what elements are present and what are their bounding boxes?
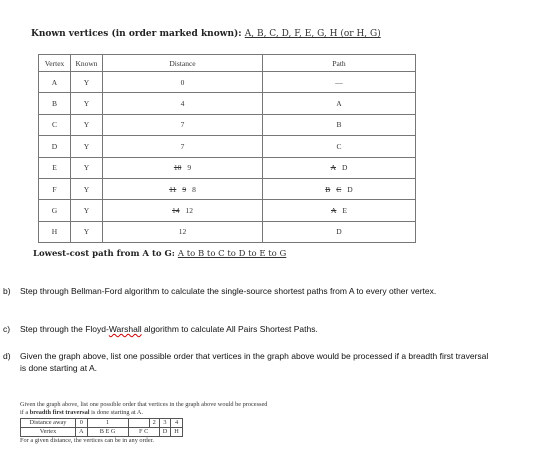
cell-vertex: [39, 114, 71, 135]
question-b-label: b): [3, 286, 11, 296]
bfs-cell: 0: [76, 419, 88, 428]
bfs-cell: D: [159, 428, 171, 437]
distance-value: 4: [180, 99, 185, 109]
known-value: Y: [83, 120, 90, 130]
bfs-cell: 4: [171, 419, 183, 428]
distance-value: 7: [180, 141, 185, 151]
question-c-label: c): [3, 324, 11, 334]
lowest-cost-path-line: [33, 249, 286, 259]
distance-old: 11: [169, 184, 177, 194]
table-row: [39, 136, 416, 157]
path-value: D: [347, 184, 353, 194]
known-vertices-line: [31, 29, 381, 39]
bfs-row-distance: [21, 419, 183, 428]
bfs-cell: 1: [87, 419, 128, 428]
cell-path: [263, 93, 416, 114]
vertex-value: E: [52, 163, 57, 173]
question-c: [3, 323, 490, 335]
path-value: D: [342, 163, 348, 173]
table-row: [39, 157, 416, 178]
cell-path: [263, 114, 416, 135]
distance-value: 12: [178, 227, 187, 237]
known-vertices-value: A, B, C, D, F, E, G, H (or H, G): [244, 29, 381, 39]
cell-known: [71, 178, 103, 199]
known-value: Y: [83, 163, 90, 173]
question-d: [3, 350, 490, 374]
cell-vertex: [39, 136, 71, 157]
cell-known: [71, 72, 103, 93]
cell-path: [263, 157, 416, 178]
question-c-text-after: algorithm to calculate All Pairs Shortest Paths.: [141, 324, 318, 334]
cell-distance: [103, 178, 263, 199]
bfs-row-vertex: [21, 428, 183, 437]
cell-path: [263, 72, 416, 93]
vertex-value: G: [51, 206, 58, 216]
cell-vertex: [39, 157, 71, 178]
path-value: B: [336, 120, 342, 130]
bfs-cell: Distance away: [21, 419, 76, 428]
distance-old: 10: [173, 163, 182, 173]
header-distance: Distance: [103, 55, 263, 72]
cell-path: [263, 221, 416, 242]
distance-old: 14: [172, 206, 180, 216]
bfs-cell: F C: [128, 428, 159, 437]
distance-value: 0: [180, 77, 185, 87]
question-b: [3, 285, 490, 297]
cell-vertex: [39, 200, 71, 221]
bfs-cell: B E G: [87, 428, 128, 437]
known-vertices-label: Known vertices (in order marked known):: [31, 29, 242, 39]
question-d-label: d): [3, 351, 11, 361]
cell-path: [263, 178, 416, 199]
cell-distance: [103, 221, 263, 242]
question-b-text: Step through Bellman-Ford algorithm to calculate the single-source shortest paths from A to every other vertex.: [20, 286, 437, 296]
distance-value: 8: [192, 184, 196, 194]
cell-distance: [103, 157, 263, 178]
path-old: B: [325, 184, 331, 194]
lowest-cost-label: Lowest-cost path from A to G:: [33, 249, 175, 259]
table-row: [39, 200, 416, 221]
cell-distance: [103, 136, 263, 157]
path-value: D: [336, 227, 342, 237]
path-value: —: [335, 77, 343, 87]
path-value: A: [336, 99, 342, 109]
known-value: Y: [83, 206, 90, 216]
known-value: Y: [83, 227, 90, 237]
cell-vertex: [39, 221, 71, 242]
cell-distance: [103, 93, 263, 114]
table-row: [39, 114, 416, 135]
vertex-value: A: [51, 77, 58, 87]
bfs-line2-a: if a: [20, 409, 30, 416]
bfs-cell: Vertex: [21, 428, 76, 437]
cell-known: [71, 136, 103, 157]
vertex-value: F: [52, 184, 57, 194]
path-old: A: [330, 206, 337, 216]
distance-value: 9: [187, 163, 192, 173]
bfs-line1: Given the graph above, list one possible order that vertices in the graph above would be processed: [20, 401, 268, 408]
bfs-cell: 2: [149, 419, 159, 428]
bfs-cell: H: [171, 428, 183, 437]
bfs-line2: [20, 409, 267, 417]
distance-old2: 9: [182, 184, 187, 194]
dijkstra-table: [38, 54, 416, 243]
bfs-cell: A: [76, 428, 88, 437]
header-vertex: Vertex: [39, 55, 71, 72]
cell-vertex: [39, 178, 71, 199]
path-old2: C: [336, 184, 342, 194]
table-row: [39, 93, 416, 114]
cell-vertex: [39, 72, 71, 93]
cell-vertex: [39, 93, 71, 114]
table-row: [39, 221, 416, 242]
path-value: E: [342, 206, 347, 216]
distance-value: 12: [185, 206, 193, 216]
known-value: Y: [83, 184, 90, 194]
cell-known: [71, 221, 103, 242]
bfs-line2-bold: breadth first traversal: [29, 409, 90, 416]
known-value: Y: [83, 77, 90, 87]
cell-distance: [103, 114, 263, 135]
bfs-answer-block: [20, 401, 267, 445]
cell-distance: [103, 72, 263, 93]
known-value: Y: [83, 141, 90, 151]
vertex-value: C: [51, 120, 57, 130]
bfs-line2-b: is done starting at A.: [89, 409, 144, 416]
question-d-text: Given the graph above, list one possible order that vertices in the graph above would be processed if a breadth first traversal is done starting at A.: [20, 351, 489, 373]
cell-known: [71, 200, 103, 221]
cell-known: [71, 93, 103, 114]
known-value: Y: [83, 99, 90, 109]
cell-path: [263, 200, 416, 221]
cell-known: [71, 114, 103, 135]
table-row: [39, 178, 416, 199]
cell-path: [263, 136, 416, 157]
vertex-value: H: [51, 227, 58, 237]
bfs-cell: [128, 419, 149, 428]
cell-distance: [103, 200, 263, 221]
table-row: [39, 72, 416, 93]
vertex-value: B: [51, 99, 57, 109]
bfs-table: [20, 418, 183, 437]
table-header-row: [39, 55, 416, 72]
question-c-text-before: Step through the Floyd-: [20, 324, 109, 334]
path-value: C: [336, 141, 342, 151]
cell-known: [71, 157, 103, 178]
bfs-cell: 3: [159, 419, 171, 428]
bfs-note: For a given distance, the vertices can be in any order.: [20, 437, 154, 444]
distance-value: 7: [180, 120, 185, 130]
question-c-spellcheck-word: Warshall: [108, 324, 142, 334]
header-path: Path: [263, 55, 416, 72]
vertex-value: D: [51, 141, 58, 151]
header-known: Known: [71, 55, 103, 72]
path-old: A: [330, 163, 336, 173]
lowest-cost-value: A to B to C to D to E to G: [177, 249, 287, 259]
